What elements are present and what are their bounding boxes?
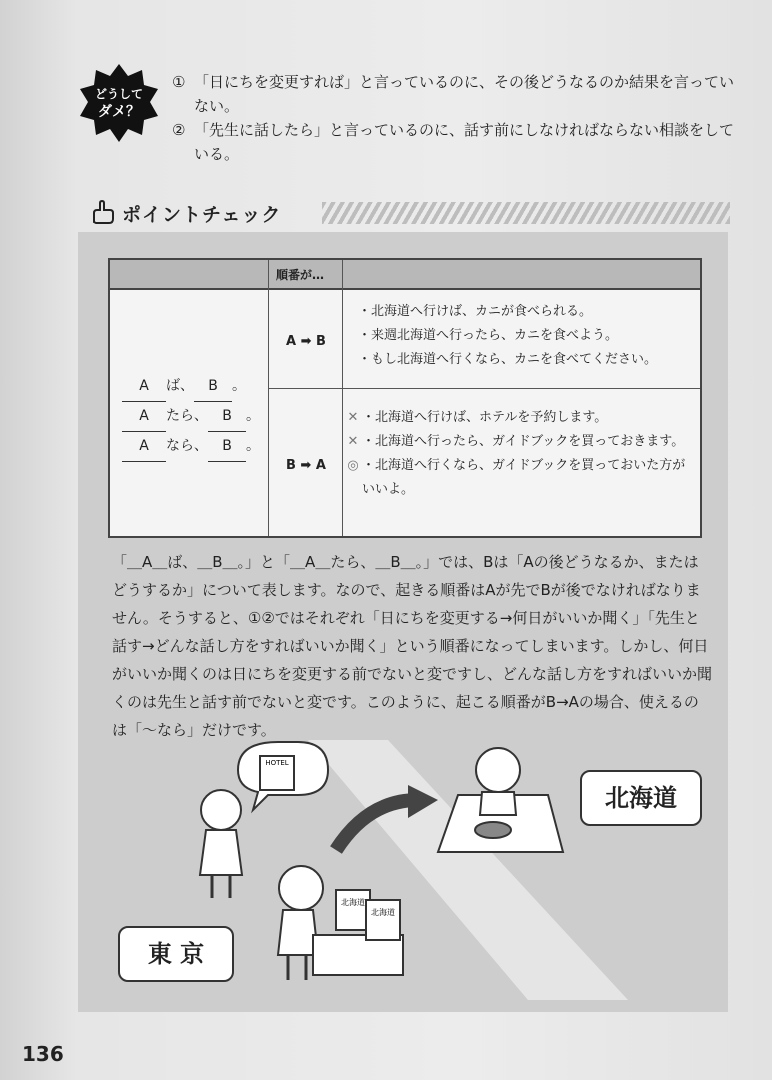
blank-a: A <box>122 372 166 402</box>
example-sentence <box>344 430 694 454</box>
reason-text: 「先生に話したら」と言っているのに、話す前にしなければならない相談をしている。 <box>194 121 735 163</box>
blank-a: A <box>122 402 166 432</box>
ba-examples <box>344 406 694 502</box>
blank-b: B <box>194 372 232 402</box>
order-a-to-b: A ➡ B <box>286 334 326 349</box>
pattern-connector: たら、 <box>166 408 208 424</box>
starburst-icon <box>78 62 160 144</box>
pattern-connector: ば、 <box>166 378 194 394</box>
example-text: ・北海道へ行けば、ホテルを予約します。 <box>362 410 608 425</box>
pattern-row <box>122 372 260 402</box>
example-text: ・北海道へ行くなら、ガイドブックを買っておいた方がいいよ。 <box>362 458 686 497</box>
guidebook-title: 北海道 <box>341 898 365 907</box>
pattern-connector: なら、 <box>166 438 208 454</box>
example-text: ・北海道へ行ったら、ガイドブックを買っておきます。 <box>362 434 685 449</box>
header-stripes <box>322 202 730 224</box>
guidebook <box>366 900 400 940</box>
example-sentence: ・もし北海道へ行くなら、カニを食べてください。 <box>358 352 658 367</box>
person-head <box>476 748 520 792</box>
badge-line1: どうして <box>94 87 144 101</box>
badge-line2: ダメ？ <box>98 104 140 120</box>
table-divider <box>268 260 269 536</box>
bad-reason-item <box>172 70 742 118</box>
bad-reasons-list <box>172 70 742 166</box>
order-table <box>108 258 702 538</box>
cross-mark-icon: ✕ <box>347 410 359 425</box>
ab-examples <box>358 300 698 372</box>
table-divider <box>342 260 343 536</box>
bad-reason-item <box>172 118 742 166</box>
pointing-hand-icon <box>90 200 116 226</box>
point-check-header <box>90 198 730 228</box>
reason-number: ② <box>172 121 186 139</box>
order-column-header: 順番が… <box>276 268 325 282</box>
hotel-sign: HOTEL <box>265 759 289 767</box>
circle-mark-icon: ◎ <box>347 458 359 473</box>
travel-illustration <box>108 730 718 1000</box>
table-row-divider <box>268 388 700 389</box>
pattern-row <box>122 402 260 432</box>
example-sentence <box>344 454 694 502</box>
explanation-paragraph: 「＿A＿ば、＿B＿。」と「＿A＿たら、＿B＿。」では、Bは「Aの後どうなるか、またはどうするか」について表します。なので、起きる順番はAが先でBが後でなければなりません。そうすると、①②ではそれぞれ「日にちを変更する→何日がいいか聞く」「先生と話す→どんな話し方をすればいいか聞く」という順番になってしまいます。しかし、何日がいいか聞くのは日にちを変更する前でないと変ですし、どんな話し方をすればいいか聞くのは先生と話す前でないと変です。このように、起こる順番がB→Aの場合、使えるのは「〜なら」だけです。 <box>112 553 713 739</box>
blank-b: B <box>208 402 246 432</box>
reason-text: 「日にちを変更すれば」と言っているのに、その後どうなるのか結果を言っていない。 <box>194 73 735 115</box>
blank-a: A <box>122 432 166 462</box>
example-sentence <box>344 406 694 430</box>
person-head <box>201 790 241 830</box>
guidebook-title: 北海道 <box>371 908 395 917</box>
why-bad-badge <box>78 62 160 144</box>
pattern-end: 。 <box>232 378 246 394</box>
order-b-to-a: B ➡ A <box>286 458 326 473</box>
table-header-row <box>110 260 700 290</box>
pattern-list <box>122 372 260 462</box>
example-sentence: ・来週北海道へ行ったら、カニを食べよう。 <box>358 328 619 343</box>
cross-mark-icon: ✕ <box>347 434 359 449</box>
point-check-title: ポイントチェック <box>122 204 282 226</box>
pattern-row <box>122 432 260 462</box>
place-hokkaido: 北海道 <box>580 770 702 826</box>
blank-b: B <box>208 432 246 462</box>
crab-icon <box>475 822 511 838</box>
guidebook <box>336 890 370 930</box>
example-sentence: ・北海道へ行けば、カニが食べられる。 <box>358 304 593 319</box>
reason-number: ① <box>172 73 186 91</box>
page-number: 136 <box>22 1042 64 1066</box>
place-tokyo: 東 京 <box>118 926 234 982</box>
person-head <box>279 866 323 910</box>
pattern-end: 。 <box>246 408 260 424</box>
pattern-end: 。 <box>246 438 260 454</box>
